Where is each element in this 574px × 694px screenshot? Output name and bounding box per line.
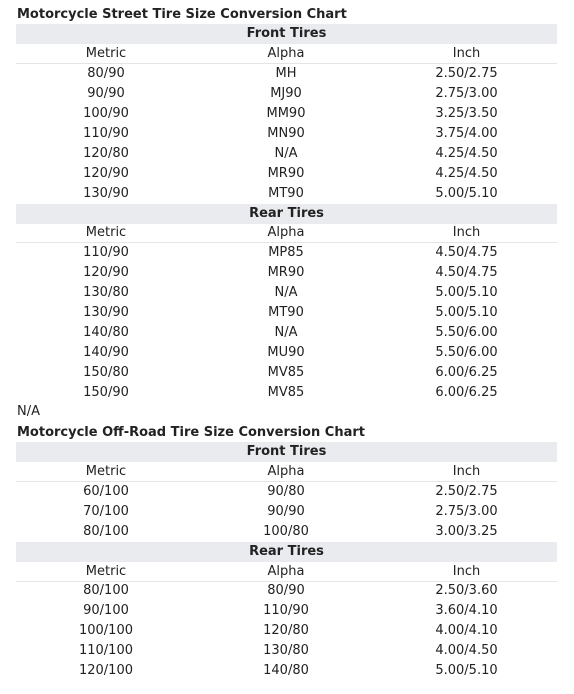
alpha-cell: MH (275, 66, 297, 81)
alpha-cell: 130/80 (263, 643, 309, 658)
offroad-chart-title: Motorcycle Off-Road Tire Size Conversion Chart (17, 425, 365, 440)
inch-cell: 3.60/4.10 (435, 603, 498, 618)
table-row (16, 283, 557, 303)
column-header-metric: Metric (85, 225, 127, 240)
alpha-cell: MV85 (267, 365, 305, 380)
metric-cell: 130/90 (83, 305, 129, 320)
inch-cell: 4.25/4.50 (435, 146, 498, 161)
metric-cell: 100/100 (78, 623, 133, 638)
alpha-cell: 90/90 (267, 504, 305, 519)
metric-cell: 70/100 (83, 504, 129, 519)
alpha-cell: MR90 (267, 265, 305, 280)
inch-cell: 5.00/5.10 (435, 663, 498, 678)
table-row (16, 303, 557, 323)
metric-cell: 120/90 (83, 265, 129, 280)
alpha-cell: MU90 (267, 345, 305, 360)
alpha-cell: N/A (274, 325, 298, 340)
alpha-cell: MP85 (268, 245, 304, 260)
table-row (16, 661, 557, 681)
table-row (16, 601, 557, 621)
table-row (16, 323, 557, 343)
street-front-column-headers (16, 44, 557, 64)
alpha-cell: MN90 (267, 126, 305, 141)
column-header-alpha: Alpha (267, 564, 305, 579)
table-row (16, 343, 557, 363)
alpha-cell: 140/80 (263, 663, 309, 678)
table-row (16, 64, 557, 84)
table-row (16, 363, 557, 383)
metric-cell: 150/80 (83, 365, 129, 380)
inch-cell: 5.50/6.00 (435, 345, 498, 360)
column-header-inch: Inch (452, 225, 481, 240)
street-chart-title: Motorcycle Street Tire Size Conversion Chart (17, 7, 347, 22)
inch-cell: 4.00/4.50 (435, 643, 498, 658)
column-header-inch: Inch (452, 564, 481, 579)
alpha-cell: MT90 (268, 186, 304, 201)
alpha-cell: MJ90 (270, 86, 302, 101)
table-row (16, 581, 557, 601)
metric-cell: 110/90 (83, 245, 129, 260)
inch-cell: 2.75/3.00 (435, 504, 498, 519)
inch-cell: 4.00/4.10 (435, 623, 498, 638)
alpha-cell: MT90 (268, 305, 304, 320)
column-header-metric: Metric (85, 564, 127, 579)
inch-cell: 2.50/2.75 (435, 484, 498, 499)
inch-cell: 4.50/4.75 (435, 245, 498, 260)
table-row (16, 243, 557, 263)
alpha-cell: 90/80 (267, 484, 305, 499)
inch-cell: 2.75/3.00 (435, 86, 498, 101)
inch-cell: 5.00/5.10 (435, 305, 498, 320)
table-row (16, 184, 557, 204)
column-header-alpha: Alpha (267, 464, 305, 479)
inch-cell: 4.50/4.75 (435, 265, 498, 280)
table-row (16, 263, 557, 283)
metric-cell: 140/80 (83, 325, 129, 340)
table-row (16, 144, 557, 164)
metric-cell: 80/90 (87, 66, 125, 81)
street-rear-header: Rear Tires (16, 204, 557, 224)
table-row (16, 641, 557, 661)
offroad-front-header: Front Tires (16, 442, 557, 462)
table-row (16, 104, 557, 124)
inch-cell: 5.00/5.10 (435, 285, 498, 300)
metric-cell: 140/90 (83, 345, 129, 360)
table-row (16, 383, 557, 403)
inch-cell: 4.25/4.50 (435, 166, 498, 181)
metric-cell: 130/90 (83, 186, 129, 201)
inch-cell: 3.75/4.00 (435, 126, 498, 141)
alpha-cell: MM90 (266, 106, 306, 121)
table-row (16, 164, 557, 184)
column-header-alpha: Alpha (267, 225, 305, 240)
inch-cell: 2.50/3.60 (435, 583, 498, 598)
inch-cell: 3.25/3.50 (435, 106, 498, 121)
metric-cell: 120/80 (83, 146, 129, 161)
alpha-cell: 120/80 (263, 623, 309, 638)
column-header-inch: Inch (452, 46, 481, 61)
metric-cell: 110/100 (78, 643, 133, 658)
street-front-header: Front Tires (16, 24, 557, 44)
metric-cell: 60/100 (83, 484, 129, 499)
alpha-cell: N/A (274, 146, 298, 161)
column-header-metric: Metric (85, 46, 127, 61)
metric-cell: 90/100 (83, 603, 129, 618)
metric-cell: 150/90 (83, 385, 129, 400)
inch-cell: 6.00/6.25 (435, 385, 498, 400)
street-rear-column-headers (16, 223, 557, 243)
table-row (16, 621, 557, 641)
alpha-cell: MR90 (267, 166, 305, 181)
metric-cell: 120/100 (78, 663, 133, 678)
alpha-cell: 80/90 (267, 583, 305, 598)
table-row (16, 84, 557, 104)
offroad-rear-header: Rear Tires (16, 542, 557, 562)
alpha-cell: MV85 (267, 385, 305, 400)
column-header-inch: Inch (452, 464, 481, 479)
metric-cell: 120/90 (83, 166, 129, 181)
table-row (16, 482, 557, 502)
metric-cell: 130/80 (83, 285, 129, 300)
inch-cell: 2.50/2.75 (435, 66, 498, 81)
note-text: N/A (17, 404, 40, 419)
offroad-front-column-headers (16, 462, 557, 482)
inch-cell: 6.00/6.25 (435, 365, 498, 380)
column-header-alpha: Alpha (267, 46, 305, 61)
inch-cell: 5.50/6.00 (435, 325, 498, 340)
metric-cell: 110/90 (83, 126, 129, 141)
table-row (16, 522, 557, 542)
inch-cell: 3.00/3.25 (435, 524, 498, 539)
metric-cell: 90/90 (87, 86, 125, 101)
table-row (16, 502, 557, 522)
inch-cell: 5.00/5.10 (435, 186, 498, 201)
metric-cell: 100/90 (83, 106, 129, 121)
metric-cell: 80/100 (83, 583, 129, 598)
column-header-metric: Metric (85, 464, 127, 479)
alpha-cell: 100/80 (263, 524, 309, 539)
table-row (16, 124, 557, 144)
alpha-cell: N/A (274, 285, 298, 300)
metric-cell: 80/100 (83, 524, 129, 539)
offroad-rear-column-headers (16, 562, 557, 582)
alpha-cell: 110/90 (263, 603, 309, 618)
